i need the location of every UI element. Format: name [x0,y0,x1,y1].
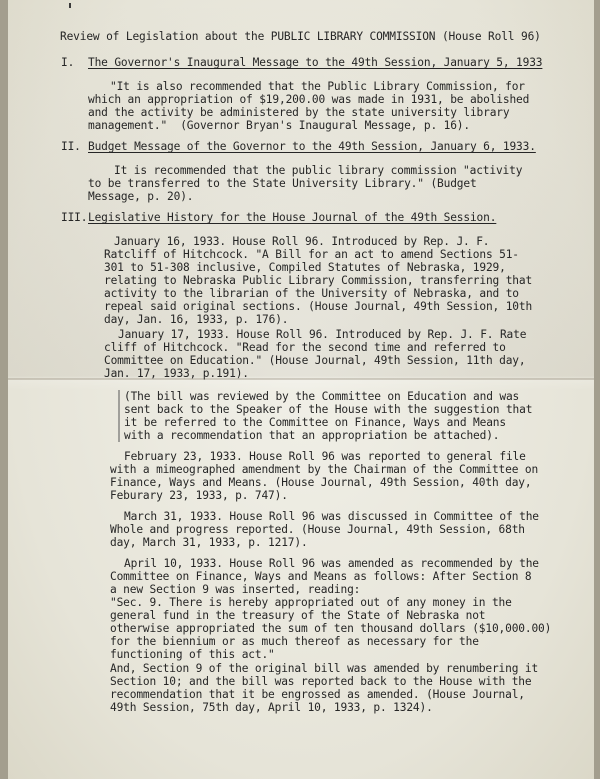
paragraph-line: January 17, 1933. House Roll 96. Introduced by Rep. J. F. Rate [118,328,527,341]
paragraph-line: relating to Nebraska Public Library Commission, transferring that [104,274,533,287]
paragraph-line: Committee on Education." (House Journal, 49th Session, 11th day, [104,354,526,367]
quote-line: and the activity be administered by the state university library [88,106,510,119]
ink-mark [69,3,71,8]
paragraph-line: for the biennium or as much thereof as necessary for the [110,635,479,648]
paragraph-line: functioning of this act." [110,648,275,661]
paragraph-line: with a mimeographed amendment by the Chairman of the Committee on [110,463,539,476]
section-2-number: II. [61,140,81,153]
document-title: Review of Legislation about the PUBLIC LIBRARY COMMISSION (House Roll 96) [60,30,541,43]
paragraph-line: activity to the librarian of the University of Nebraska, and to [104,287,519,300]
paragraph-line: day, March 31, 1933, p. 1217). [110,536,308,549]
paragraph-line: 301 to 51-308 inclusive, Compiled Statutes of Nebraska, 1929, [104,261,506,274]
quote-line: Message, p. 20). [88,190,194,203]
paragraph-line: it be referred to the Committee on Finance, Ways and Means [124,416,506,429]
section-1-heading: The Governor's Inaugural Message to the 49th Session, January 5, 1933 [88,56,543,69]
paragraph-line: (The bill was reviewed by the Committee on Education and was [124,390,520,403]
paragraph-line: February 23, 1933. House Roll 96 was reported to general file [124,450,526,463]
paragraph-line: with a recommendation that an appropriation be attached). [124,429,500,442]
paragraph-line: March 31, 1933. House Roll 96 was discussed in Committee of the [124,510,539,523]
paragraph-line: Section 10; and the bill was reported back to the House with the [110,675,532,688]
paragraph-line: general fund in the treasury of the State of Nebraska not [110,609,486,622]
quote-line: management." (Governor Bryan's Inaugural Message, p. 16). [88,119,470,132]
paragraph-line: otherwise appropriated the sum of ten thousand dollars ($10,000.00) [110,622,552,635]
section-2-heading: Budget Message of the Governor to the 49th Session, January 6, 1933. [88,140,536,153]
quote-line: It is recommended that the public library commission "activity [114,164,523,177]
quote-line: which an appropriation of $19,200.00 was made in 1931, be abolished [88,93,530,106]
paragraph-line: repeal said original sections. (House Journal, 49th Session, 10th [104,300,533,313]
paragraph-line: 49th Session, 75th day, April 10, 1933, p. 1324). [110,701,433,714]
paragraph-line: recommendation that it be engrossed as amended. (House Journal, [110,688,525,701]
paragraph-line: Feburary 23, 1933, p. 747). [110,489,288,502]
paragraph-line: And, Section 9 of the original bill was amended by renumbering it [110,662,539,675]
section-1-number: I. [61,56,75,69]
paper-fold [8,378,594,380]
paragraph-line: cliff of Hitchcock. "Read for the second time and referred to [104,341,506,354]
paragraph-line: January 16, 1933. House Roll 96. Introduced by Rep. J. F. [114,235,490,248]
document-page [8,0,594,779]
quote-line: "It is also recommended that the Public Library Commission, for [110,80,525,93]
paragraph-line: Jan. 17, 1933, p.191). [104,367,249,380]
paragraph-line: April 10, 1933. House Roll 96 was amended as recommended by the [124,557,539,570]
margin-bracket [118,390,120,442]
paragraph-line: day, Jan. 16, 1933, p. 176). [104,313,289,326]
paragraph-line: sent back to the Speaker of the House with the suggestion that [124,403,533,416]
paragraph-line: Finance, Ways and Means. (House Journal, 49th Session, 40th day, [110,476,532,489]
section-3-number: III. [61,211,88,224]
quote-line: to be transferred to the State University Library." (Budget [88,177,477,190]
section-3-heading: Legislative History for the House Journal of the 49th Session. [88,211,497,224]
paragraph-line: a new Section 9 was inserted, reading: [110,583,361,596]
paragraph-line: Ratcliff of Hitchcock. "A Bill for an act to amend Sections 51- [104,248,519,261]
paragraph-line: Committee on Finance, Ways and Means as follows: After Section 8 [110,570,532,583]
paragraph-line: Whole and progress reported. (House Journal, 49th Session, 68th [110,523,525,536]
paragraph-line: "Sec. 9. There is hereby appropriated out of any money in the [110,596,512,609]
